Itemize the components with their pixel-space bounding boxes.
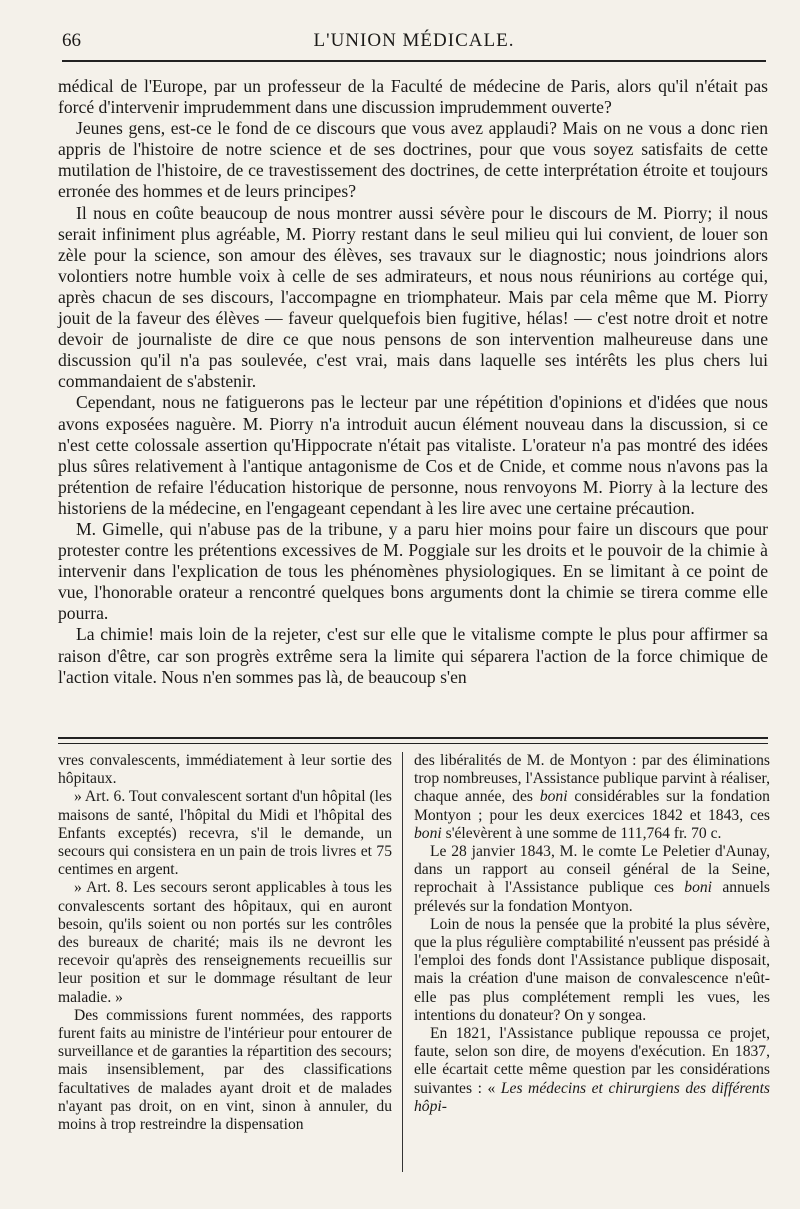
text-run-italic: boni <box>539 788 568 806</box>
text-run-italic: Les médecins et chirurgiens des différents hôpi- <box>414 1079 770 1115</box>
page-header <box>62 26 766 56</box>
footnote-right-column <box>414 752 770 1116</box>
text-run: des libéralités de M. de Montyon : par des éliminations trop nombreuses, l'Assistance publique parvint à réaliser, chaque année, des <box>414 752 770 806</box>
running-title: L'UNION MÉDICALE. <box>313 30 515 51</box>
text-run-italic: boni <box>684 879 712 897</box>
paragraph: La chimie! mais loin de la rejeter, c'est sur elle que le vitalisme compte le plus pour affirmer sa raison d'être, car son progrès extrême sera la limite qui séparera l'action de la force chimique de l'action vitale. Nous n'en sommes pas là, de beaucoup s'en <box>58 624 768 687</box>
header-rule <box>62 60 766 62</box>
paragraph: Cependant, nous ne fatiguerons pas le lecteur par une répétition d'opinions et d'idées que nous avons exposées naguère. M. Piorry n'a introduit aucun élément nouveau dans la discussion, si ce n'est cette colossale assertion qu'Hippocrate n'était pas vitaliste. L'orateur n'a pas montré des idées plus sûres relativement à l'antique antagonisme de Cos et de Cnide, et comme nous n'avons pas la prétention de refaire l'éducation historique de personne, nous renvoyons M. Piorry à la lecture des historiens de la médecine, en l'engageant cependant à les lire avec une certaine précaution. <box>58 392 768 518</box>
column-divider <box>402 752 403 1172</box>
footnote-paragraph <box>414 1025 770 1116</box>
footnote-paragraph <box>414 843 770 916</box>
text-run: Le 28 janvier 1843, M. le comte Le Peletier d'Aunay, dans un rapport au conseil général de la Seine, reprochait à l'Assistance publique ces <box>414 843 770 897</box>
footnote-paragraph <box>414 752 770 843</box>
paragraph: médical de l'Europe, par un professeur de la Faculté de médecine de Paris, alors qu'il n'était pas forcé d'intervenir imprudemment dans une discussion imprudemment ouverte? <box>58 76 768 118</box>
footnote-paragraph: » Art. 6. Tout convalescent sortant d'un hôpital (les maisons de santé, l'hôpital du Midi et l'hôpital des Enfants exceptés) recevra, s'il le demande, un secours qui consistera en un pain de trois livres et 75 centimes en argent. <box>58 788 392 879</box>
text-run-italic: boni <box>414 824 442 842</box>
footnote-paragraph: vres convalescents, immédiatement à leur sortie des hôpitaux. <box>58 752 392 788</box>
footnote-rule <box>58 737 768 744</box>
paragraph: Jeunes gens, est-ce le fond de ce discours que vous avez applaudi? Mais on ne vous a donc rien appris de l'histoire de notre science et de ses doctrines, pour que vous soyez satisfaits de cette mutilation de l'histoire, de ce travestissement des doctrines, de cette interprétation étroite et toujours erronée des hommes et de leurs principes? <box>58 118 768 202</box>
footnote-paragraph: » Art. 8. Les secours seront applicables à tous les convalescents sortant des hôpitaux, qui en auront besoin, qu'ils soient ou non portés sur les contrôles des bureaux de charité; mais ils ne devront les recevoir qu'après des renseignements recueillis sur leur position et sur le dommage résultant de leur maladie. » <box>58 879 392 1006</box>
footnote-paragraph: Des commissions furent nommées, des rapports furent faits au ministre de l'intérieur pour entourer de surveillance et de garanties la répartition des secours; mais insensiblement, par des classifications facultatives de malades ayant droit et de malades n'ayant pas droit, on en vint, sinon à annuler, du moins à trop restreindre la dispensation <box>58 1006 392 1134</box>
text-run: En 1821, l'Assistance publique repoussa ce projet, faute, selon son dire, de moyens d'exécution. En 1837, elle écartait cette même question par les considérations suivantes : « <box>414 1025 770 1097</box>
page-number: 66 <box>62 30 81 51</box>
main-text <box>58 76 768 688</box>
text-run: considérables sur la fondation Montyon ; pour les deux exercices 1842 et 1843, ces <box>414 788 770 824</box>
footnote-paragraph: Loin de nous la pensée que la probité la plus sévère, que la plus régulière comptabilité n'eussent pas présidé à l'emploi des fonds dont l'Assistance publique disposait, mais la création d'une maison de convalescence n'eût-elle pas plus complétement rempli les vues, les intentions du donateur? On y songea. <box>414 915 770 1024</box>
paragraph: Il nous en coûte beaucoup de nous montrer aussi sévère pour le discours de M. Piorry; il nous serait infiniment plus agréable, M. Piorry restant dans le seul milieu qui lui convient, de louer son zèle pour la science, son amour des élèves, ses travaux sur le diagnostic; nous joindrions alors volontiers notre humble voix à celle de ses admirateurs, et nous nous réunirions au cortége qui, après chacun de ses discours, l'accompagne en triomphateur. Mais par cela même que M. Piorry jouit de la faveur des élèves — faveur quelquefois bien fugitive, hélas! — c'est notre droit et notre devoir de journaliste de dire ce que nous pensons de son intervention malheureuse dans une discussion qu'il n'a pas soulevée, c'est vrai, mais dans laquelle ses intérêts les plus chers lui commandaient de s'abstenir. <box>58 202 768 392</box>
paragraph: M. Gimelle, qui n'abuse pas de la tribune, y a paru hier moins pour faire un discours que pour protester contre les prétentions excessives de M. Poggiale sur les droits et le pouvoir de la chimie à intervenir dans l'explication de tous les phénomènes physiologiques. En se limitant à ce point de vue, l'honorable orateur a rencontré quelques bons arguments dont la chimie se tirera comme elle pourra. <box>58 518 768 624</box>
text-run: annuels prélevés sur la fondation Montyon. <box>414 879 770 915</box>
text-run: s'élevèrent à une somme de 111,764 fr. 70 c. <box>441 824 722 842</box>
footnote-left-column <box>58 752 392 1134</box>
